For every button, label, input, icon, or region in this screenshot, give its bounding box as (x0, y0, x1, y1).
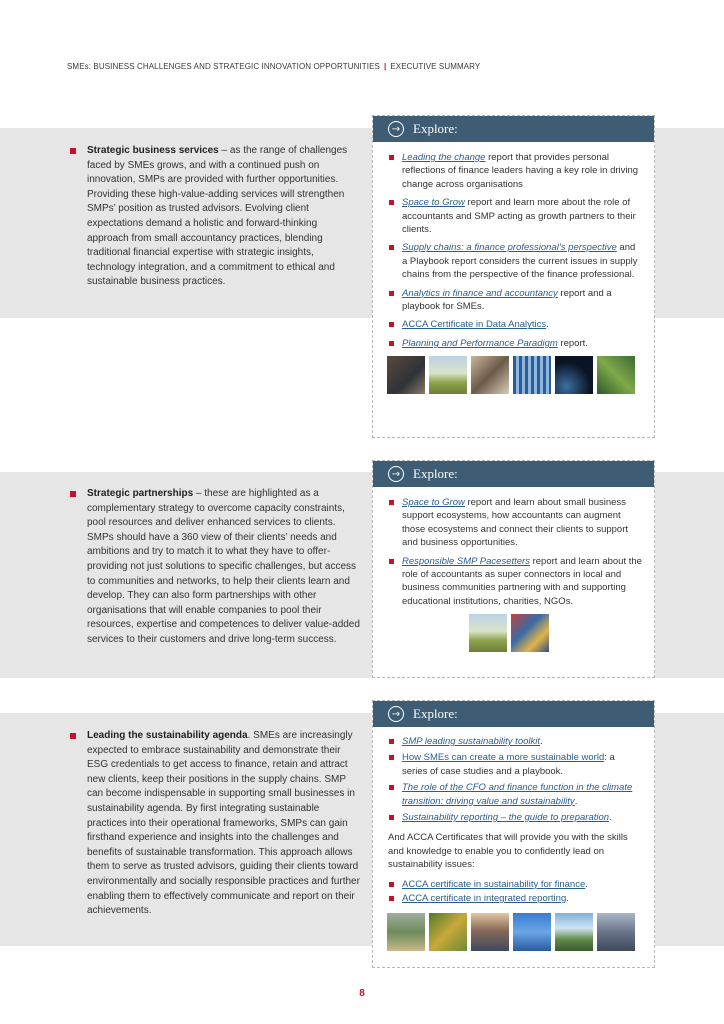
thumbnail-image[interactable] (511, 614, 549, 652)
list-item-text: . (540, 736, 543, 747)
list-item-text: . (609, 812, 612, 824)
explore-box-2 (372, 460, 655, 678)
explore-header (373, 701, 654, 727)
thumbnail-image[interactable] (387, 356, 425, 394)
list-item-text: report and learn about the role of accountants as super connectors in local and business communities partnering with and supporting educational institutions, charities, NGOs. (402, 555, 642, 607)
explore-box-1 (372, 115, 655, 438)
explore-list (373, 142, 654, 350)
section-body: – as the range of challenges faced by SMEs grows, and with a continued push on innovation, SMPs are provided with further opportunities. Providing these high-value-adding services will strengthen SMPs’ position as trusted advisors. Evolving client expectations demand a holistic and forward-thinking approach from small accountancy practices, blending traditional financial expertise with strategic insights, technology integration, and a commitment to ethical and sustainable business practices. (87, 145, 348, 288)
list-item (388, 318, 642, 331)
certificates-list (373, 876, 654, 906)
running-header (67, 62, 480, 71)
explore-box-3 (372, 700, 655, 968)
list-item-text: report and a playbook for SMEs. (402, 287, 612, 313)
list-item (388, 811, 642, 824)
header-section: EXECUTIVE SUMMARY (390, 62, 481, 71)
thumbnail-image[interactable] (597, 913, 635, 951)
section-title: Strategic business services (87, 145, 219, 156)
section-title: Leading the sustainability agenda (87, 730, 248, 741)
bullet-square (70, 148, 76, 154)
explore-label: Explore: (413, 466, 458, 481)
list-item-text: . (574, 795, 578, 807)
section-text (70, 144, 360, 290)
explore-header (373, 461, 654, 487)
page-number: 8 (359, 988, 365, 999)
explore-label: Explore: (413, 121, 458, 136)
list-item (388, 781, 642, 808)
list-item-text: . (566, 893, 569, 905)
list-item-text: report and learn about small business support ecosystems, how accountants can augment those ecosystems and connect their clients to support and business opportunities. (402, 497, 629, 549)
list-item-text: . (585, 878, 588, 890)
link-acca-sustainability-cert[interactable]: ACCA certificate in sustainability for finance (402, 878, 586, 890)
thumbnail-image[interactable] (387, 913, 425, 951)
list-item (388, 337, 642, 350)
header-divider: | (383, 62, 387, 71)
thumbnail-image[interactable] (429, 913, 467, 951)
list-item (388, 555, 642, 609)
certificates-intro: And ACCA Certificates that will provide you with the skills and knowledge to enable you to confidently lead on sustainability issues: (388, 832, 628, 871)
link-space-to-grow[interactable]: Space to Grow (402, 197, 465, 209)
thumbnail-image[interactable] (469, 614, 507, 652)
arrow-right-icon: → (388, 121, 404, 137)
link-analytics-finance[interactable]: Analytics in finance and accountancy (402, 287, 558, 299)
link-sustainability-reporting[interactable]: Sustainability reporting – the guide to preparation (402, 812, 610, 824)
list-item (388, 287, 642, 314)
link-role-of-cfo[interactable]: The role of the CFO and finance function in the climate transition: driving value and sustainability (402, 782, 633, 807)
link-acca-integrated-reporting-cert[interactable]: ACCA certificate in integrated reporting (402, 893, 567, 905)
section-sustainability-agenda (70, 729, 360, 919)
link-planning-performance[interactable]: Planning and Performance Paradigm (402, 337, 558, 349)
thumbnail-image[interactable] (597, 356, 635, 394)
section-body: – these are highlighted as a complementary strategy to overcome capacity constraints, pool resources and deliver enhanced services to clients. SMPs should have a 360 view of their clients’ needs and ambitions and try to match it to what they have to offer-providing not just solutions to specific challenges, but access to communities and networks, to help their clients learn and develop. They can also form partnerships with other organisations that will enable companies to pool their resources, expertise and competences to deliver value-added services to their customers and drive long-term success. (87, 488, 360, 645)
link-space-to-grow[interactable]: Space to Grow (402, 497, 465, 508)
thumbnail-image[interactable] (429, 356, 467, 394)
link-leading-the-change[interactable]: Leading the change (402, 152, 486, 163)
thumbnail-image[interactable] (513, 913, 551, 951)
explore-list (373, 487, 654, 608)
explore-list (373, 727, 654, 824)
list-item (388, 151, 642, 191)
link-how-smes-sustainable[interactable]: How SMEs can create a more sustainable world (402, 752, 605, 764)
explore-label: Explore: (413, 706, 458, 721)
arrow-right-icon: → (388, 706, 404, 722)
thumbnail-image[interactable] (555, 356, 593, 394)
list-item-text: and a Playbook report considers the current issues in supply chains from the perspective of the finance professional. (402, 242, 638, 281)
section-text (70, 487, 360, 648)
section-text (70, 729, 360, 919)
link-supply-chains[interactable]: Supply chains: a finance professional’s perspective (402, 242, 617, 254)
list-item-text: : a series of case studies and a playbook. (402, 752, 615, 777)
link-acca-data-analytics[interactable]: ACCA Certificate in Data Analytics (402, 319, 547, 331)
list-item (388, 735, 642, 748)
bullet-square (70, 491, 76, 497)
list-item (388, 241, 642, 281)
link-responsible-smp-pacesetters[interactable]: Responsible SMP Pacesetters (402, 555, 530, 567)
list-item-text: report that provides personal reflections of finance leaders having a key role in driving change across organisations (402, 152, 639, 190)
section-title: Strategic partnerships (87, 488, 194, 499)
section-strategic-partnerships (70, 487, 360, 648)
arrow-right-icon: → (388, 466, 404, 482)
thumbnail-image[interactable] (513, 356, 551, 394)
thumbnail-strip (373, 356, 654, 394)
thumbnail-image[interactable] (471, 913, 509, 951)
list-item (388, 196, 642, 236)
thumbnail-image[interactable] (471, 356, 509, 394)
section-body: . SMEs are increasingly expected to embrace sustainability and demonstrate their ESG credentials to get access to finance, retain and attract new clients, keep their positions in the supply chains. SMP can become indispensable in supporting small businesses in sustainability agenda. By first integrating sustainable practices into their operational frameworks, SMPs can gain firsthand experience and insights into the challenges and benefits of sustainable transformation. This approach allows them to serve as trusted advisors, guiding their clients toward environmentally and socially responsible practices and further enabling them to effectively communicate and report on their achievements. (87, 730, 360, 917)
thumbnail-strip (373, 913, 654, 951)
bullet-square (70, 733, 76, 739)
list-item-text: report. (557, 337, 588, 349)
section-strategic-business-services (70, 144, 360, 290)
list-item (388, 751, 642, 778)
list-item (388, 878, 642, 891)
list-item-text: report and learn more about the role of accountants and SMP acting as growth partners to their clients. (402, 197, 636, 236)
header-title: SMEs: BUSINESS CHALLENGES AND STRATEGIC INNOVATION OPPORTUNITIES (67, 62, 380, 71)
list-item (388, 496, 642, 550)
list-item-text: . (546, 319, 549, 331)
link-smp-sustainability-toolkit[interactable]: SMP leading sustainability toolkit (402, 736, 540, 747)
explore-header (373, 116, 654, 142)
thumbnail-image[interactable] (555, 913, 593, 951)
list-item (388, 892, 642, 905)
thumbnail-strip (373, 614, 654, 652)
